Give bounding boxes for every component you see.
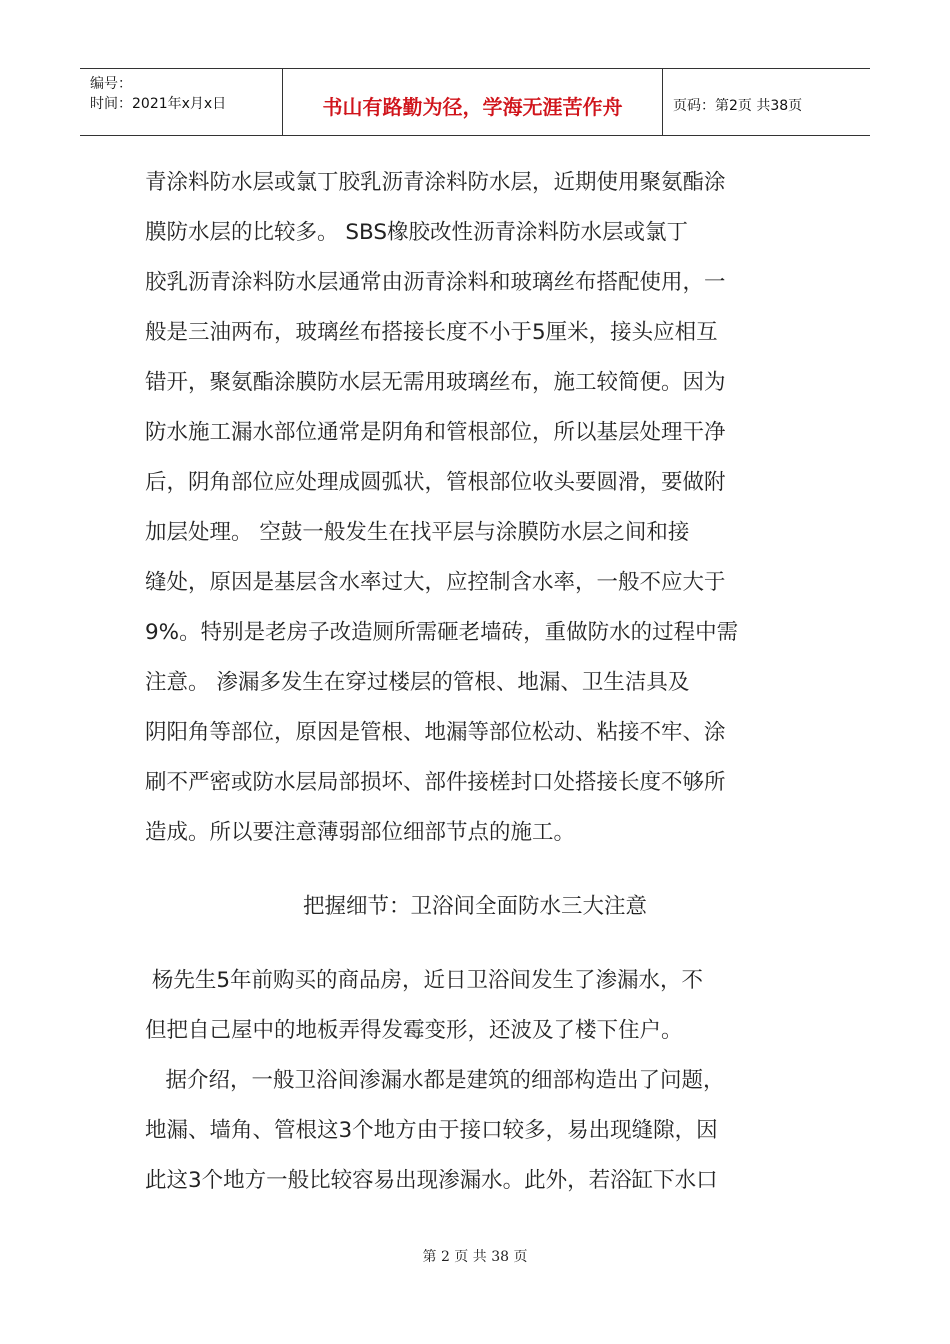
page-header — [80, 68, 870, 136]
body-line: 注意。 渗漏多发生在穿过楼层的管根、地漏、卫生洁具及 — [145, 670, 690, 695]
body-line: 地漏、墙角、管根这3个地方由于接口较多，易出现缝隙，因 — [145, 1118, 718, 1143]
body-line: 阴阳角等部位，原因是管根、地漏等部位松动、粘接不牢、涂 — [145, 720, 726, 745]
body-line: 但把自己屋中的地板弄得发霉变形，还波及了楼下住户。 — [145, 1018, 683, 1043]
body-line: 防水施工漏水部位通常是阴角和管根部位，所以基层处理干净 — [145, 420, 726, 445]
document-time-label: 时间：2021年x月x日 — [90, 96, 227, 112]
body-line: 青涂料防水层或氯丁胶乳沥青涂料防水层，近期使用聚氨酯涂 — [145, 170, 726, 195]
section-gap — [145, 858, 805, 882]
body-line: 刷不严密或防水层局部损坏、部件接槎封口处搭接长度不够所 — [145, 770, 726, 795]
body-line: 胶乳沥青涂料防水层通常由沥青涂料和玻璃丝布搭配使用，一 — [145, 270, 726, 295]
document-number-label: 编号： — [90, 76, 132, 92]
body-line: 错开，聚氨酯涂膜防水层无需用玻璃丝布，施工较简便。因为 — [145, 370, 726, 395]
header-meta-cell — [80, 69, 283, 135]
header-page-info: 页码：第2页 共38页 — [673, 98, 803, 114]
section-gap — [145, 932, 805, 956]
body-line: 般是三油两布，玻璃丝布搭接长度不小于5厘米，接头应相互 — [145, 320, 718, 345]
body-line: 加层处理。 空鼓一般发生在找平层与涂膜防水层之间和接 — [145, 520, 690, 545]
body-line: 此这3个地方一般比较容易出现渗漏水。此外，若浴缸下水口 — [145, 1168, 718, 1193]
body-line: 杨先生5年前购买的商品房，近日卫浴间发生了渗漏水，不 — [145, 968, 704, 993]
body-line: 造成。所以要注意薄弱部位细部节点的施工。 — [145, 820, 576, 845]
header-motto-cell — [283, 69, 663, 135]
page-footer: 第 2 页 共 38 页 — [422, 1249, 528, 1265]
body-line: 缝处，原因是基层含水率过大，应控制含水率，一般不应大于 — [145, 570, 726, 595]
header-motto: 书山有路勤为径，学海无涯苦作舟 — [322, 95, 623, 119]
body-line: 据介绍，一般卫浴间渗漏水都是建筑的细部构造出了问题， — [145, 1068, 725, 1093]
body-line: 9%。特别是老房子改造厕所需砸老墙砖，重做防水的过程中需 — [145, 620, 739, 645]
header-page-cell — [663, 69, 870, 135]
section-heading: 把握细节：卫浴间全面防水三大注意 — [302, 894, 647, 919]
document-body — [145, 158, 805, 1206]
body-line: 膜防水层的比较多。 SBS橡胶改性沥青涂料防水层或氯丁 — [145, 220, 689, 245]
body-line: 后，阴角部位应处理成圆弧状，管根部位收头要圆滑，要做附 — [145, 470, 726, 495]
